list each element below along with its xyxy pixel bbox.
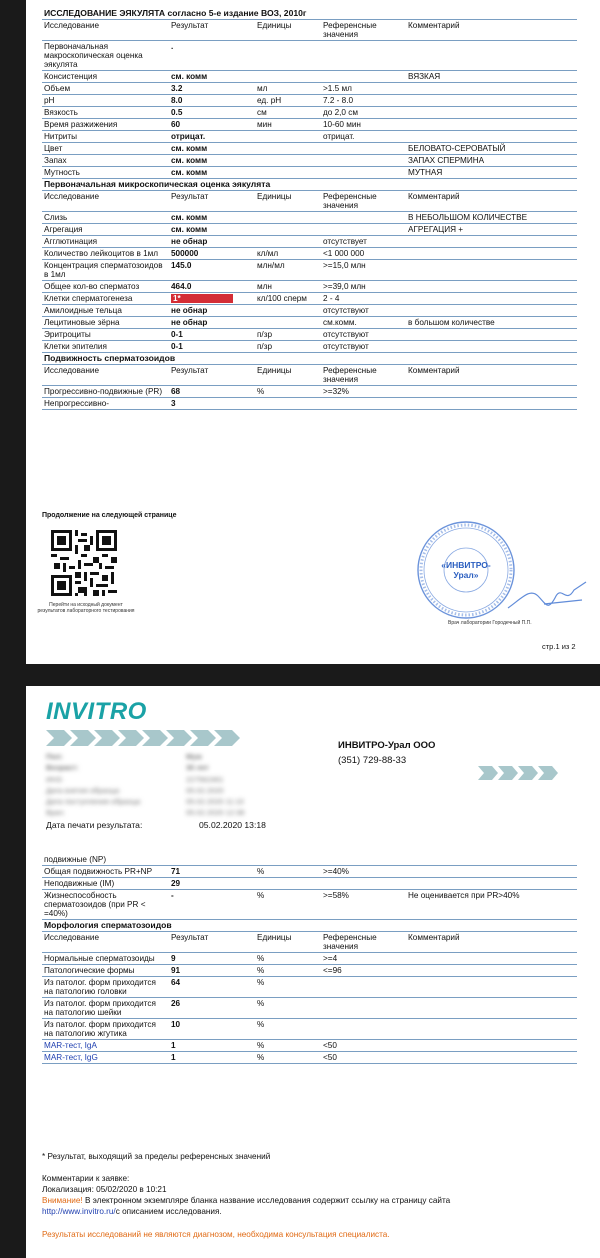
result-value: см. комм (169, 167, 255, 179)
table-row (42, 107, 577, 119)
table-row (42, 41, 577, 71)
unit (255, 131, 321, 143)
comment (406, 260, 577, 281)
stamp-text: «ИНВИТРО- (441, 560, 491, 570)
column-header: Комментарий (406, 932, 577, 953)
unit: % (255, 386, 321, 398)
reference-range (321, 143, 406, 155)
result-value: см. комм (169, 212, 255, 224)
result-value: 0-1 (169, 341, 255, 353)
carry-over-row: подвижные (NP) (42, 854, 577, 866)
test-name: Консистенция (42, 71, 169, 83)
unit: % (255, 1052, 321, 1064)
unit: % (255, 866, 321, 878)
column-header: Единицы (255, 365, 321, 386)
meta-row (42, 775, 342, 786)
comment (406, 998, 577, 1019)
test-name: Слизь (42, 212, 169, 224)
unit: млн (255, 281, 321, 293)
lab-name: ИНВИТРО-Урал ООО (338, 740, 436, 751)
comment (406, 305, 577, 317)
continued-note: Продолжение на следующей странице (42, 512, 177, 519)
unit: см (255, 107, 321, 119)
rows-macro (42, 41, 577, 179)
column-header: Референсные значения (321, 365, 406, 386)
reference-range: >1.5 мл (321, 83, 406, 95)
column-header: Исследование (42, 20, 169, 41)
unit (255, 212, 321, 224)
svg-text:Урал»: Урал» (453, 570, 479, 580)
reference-range (321, 224, 406, 236)
comment: АГРЕГАЦИЯ + (406, 224, 577, 236)
table-row (42, 119, 577, 131)
qr-caption: Перейти на исходный документ результатов лабораторного тестирования (37, 602, 135, 614)
reference-range: 2 - 4 (321, 293, 406, 305)
decorative-chevrons (46, 730, 246, 746)
table-row (42, 236, 577, 248)
unit: п/зр (255, 341, 321, 353)
lab-info (338, 738, 435, 768)
unit (255, 41, 321, 71)
column-header: Исследование (42, 191, 169, 212)
comment (406, 293, 577, 305)
result-value: см. комм (169, 155, 255, 167)
result-value: 0.5 (169, 107, 255, 119)
table-row (42, 866, 577, 878)
section-title: Первоначальная микроскопическая оценка эякулята (42, 179, 577, 191)
test-name: MAR-тест, IgG (42, 1052, 169, 1064)
table-row (42, 293, 577, 305)
test-name: Из патолог. форм приходится на патологию шейки (42, 998, 169, 1019)
table-row (42, 248, 577, 260)
reference-range: <50 (321, 1040, 406, 1052)
test-name: Жизнеспособность сперматозоидов (при PR < =40%) (42, 890, 169, 920)
unit (255, 305, 321, 317)
meta-value: 227562461 (186, 774, 224, 784)
unit: п/зр (255, 329, 321, 341)
reference-range (321, 167, 406, 179)
reference-range: 10-60 мин (321, 119, 406, 131)
footnote: * Результат, выходящий за пределы референсных значений (42, 1152, 271, 1161)
result-value: 3 (169, 398, 255, 410)
test-name: Вязкость (42, 107, 169, 119)
meta-row (42, 752, 342, 763)
test-name: Амилоидные тельца (42, 305, 169, 317)
table-header (42, 191, 577, 212)
test-name: Неподвижные (IM) (42, 878, 169, 890)
page-number: стр.1 из 2 (542, 642, 576, 651)
reference-range (321, 398, 406, 410)
unit (255, 143, 321, 155)
comment (406, 329, 577, 341)
unit: млн/мл (255, 260, 321, 281)
table-row (42, 341, 577, 353)
test-name: Запах (42, 155, 169, 167)
unit: % (255, 953, 321, 965)
comment (406, 95, 577, 107)
reference-range: отсутствуют (321, 305, 406, 317)
header-row (42, 932, 577, 953)
comment (406, 866, 577, 878)
signature-caption: Врач лаборатории Городечный П.П. (448, 620, 532, 626)
comment (406, 83, 577, 95)
table-row (42, 95, 577, 107)
result-value: - (169, 890, 255, 920)
unit: % (255, 1019, 321, 1040)
table-row (42, 260, 577, 281)
comment (406, 119, 577, 131)
test-name: MAR-тест, IgA (42, 1040, 169, 1052)
reference-range (321, 998, 406, 1019)
test-name: Лецитиновые зёрна (42, 317, 169, 329)
meta-row (42, 797, 342, 808)
result-value: 0-1 (169, 329, 255, 341)
unit (255, 878, 321, 890)
invitro-link[interactable]: http://www.invitro.ru/ (42, 1207, 116, 1216)
table-title: ИССЛЕДОВАНИЕ ЭЯКУЛЯТА согласно 5-е издание ВОЗ, 2010г (42, 8, 577, 20)
table-row (42, 998, 577, 1019)
result-value: 68 (169, 386, 255, 398)
test-name: Цвет (42, 143, 169, 155)
unit (255, 167, 321, 179)
test-name: Количество лейкоцитов в 1мл (42, 248, 169, 260)
meta-value: 05.02.2020 12:38 (186, 808, 245, 818)
comment (406, 878, 577, 890)
decorative-chevrons-right (478, 766, 558, 780)
unit (255, 236, 321, 248)
column-header: Исследование (42, 365, 169, 386)
test-name: Объем (42, 83, 169, 95)
attention-word: Внимание! (42, 1196, 83, 1205)
comment (406, 107, 577, 119)
result-value: 500000 (169, 248, 255, 260)
reference-range: >=40% (321, 866, 406, 878)
test-name: Мутность (42, 167, 169, 179)
result-value: не обнар (169, 236, 255, 248)
column-header: Результат (169, 191, 255, 212)
comment (406, 281, 577, 293)
reference-range (321, 977, 406, 998)
meta-value: 05.02.2020 11:10 (186, 797, 244, 807)
table-row (42, 1019, 577, 1040)
column-header: Единицы (255, 932, 321, 953)
reference-range: до 2,0 см (321, 107, 406, 119)
test-name: Агглютинация (42, 236, 169, 248)
table-row (42, 131, 577, 143)
result-value: 60 (169, 119, 255, 131)
comment (406, 953, 577, 965)
header-row (42, 191, 577, 212)
comment: БЕЛОВАТО-СЕРОВАТЫЙ (406, 143, 577, 155)
meta-value: 05.02.2020 (186, 785, 224, 795)
out-of-range-flag: 1* (171, 294, 233, 303)
reference-range (321, 71, 406, 83)
table-header (42, 932, 577, 953)
result-value: 3.2 (169, 83, 255, 95)
column-header: Референсные значения (321, 932, 406, 953)
unit: мин (255, 119, 321, 131)
column-header: Результат (169, 365, 255, 386)
result-value: 91 (169, 965, 255, 977)
reference-range: >=39,0 млн (321, 281, 406, 293)
unit: % (255, 965, 321, 977)
reference-range (321, 1019, 406, 1040)
result-value: 1 (169, 1052, 255, 1064)
unit: кл/100 сперм (255, 293, 321, 305)
meta-row (42, 808, 342, 819)
unit: % (255, 1040, 321, 1052)
unit: мл (255, 83, 321, 95)
column-header: Референсные значения (321, 191, 406, 212)
reference-range: отсутствуют (321, 329, 406, 341)
meta-row (42, 763, 342, 774)
result-value: 9 (169, 953, 255, 965)
header-row (42, 20, 577, 41)
comment (406, 386, 577, 398)
rows-motility (42, 386, 577, 410)
seal-stamp (414, 518, 518, 622)
result-value (169, 293, 255, 305)
patient-meta (42, 752, 342, 834)
table-row (42, 167, 577, 179)
comment (406, 236, 577, 248)
print-date-row (42, 820, 342, 834)
localization: Локализация: 05/02/2020 в 10:21 (42, 1185, 167, 1194)
unit: кл/мл (255, 248, 321, 260)
table-row (42, 281, 577, 293)
result-value: не обнар (169, 317, 255, 329)
table-row (42, 386, 577, 398)
rows-motility-2 (42, 866, 577, 920)
test-name: Нормальные сперматозоиды (42, 953, 169, 965)
unit (255, 398, 321, 410)
table-header (42, 20, 577, 41)
unit (255, 317, 321, 329)
reference-range: >=58% (321, 890, 406, 920)
table-row (42, 212, 577, 224)
unit (255, 224, 321, 236)
test-name: Патологические формы (42, 965, 169, 977)
table-row (42, 83, 577, 95)
attention-note (42, 1196, 582, 1206)
table-row (42, 953, 577, 965)
table-row (42, 305, 577, 317)
test-name: Клетки сперматогенеза (42, 293, 169, 305)
results-table-2 (42, 854, 577, 1064)
qr-code-icon[interactable] (48, 527, 120, 599)
reference-range: отсутствует (321, 236, 406, 248)
reference-range (321, 212, 406, 224)
table-row (42, 878, 577, 890)
result-value: 1 (169, 1040, 255, 1052)
table-row (42, 398, 577, 410)
comment (406, 1040, 577, 1052)
unit: % (255, 998, 321, 1019)
test-name: Время разжижения (42, 119, 169, 131)
test-name: Нитриты (42, 131, 169, 143)
test-name: Концентрация сперматозоидов в 1мл (42, 260, 169, 281)
result-value: не обнар (169, 305, 255, 317)
comment (406, 131, 577, 143)
comment (406, 398, 577, 410)
table-header (42, 365, 577, 386)
test-name: Первоначальная макроскопическая оценка эякулята (42, 41, 169, 71)
test-name: Агрегация (42, 224, 169, 236)
result-value: 64 (169, 977, 255, 998)
column-header: Референсные значения (321, 20, 406, 41)
table-row (42, 71, 577, 83)
result-value: 71 (169, 866, 255, 878)
reference-range: отрицат. (321, 131, 406, 143)
section-title: Морфология сперматозоидов (42, 920, 577, 932)
signature (504, 574, 590, 618)
reference-range: <50 (321, 1052, 406, 1064)
column-header: Единицы (255, 191, 321, 212)
meta-value: Муж (186, 752, 202, 761)
column-header: Комментарий (406, 191, 577, 212)
reference-range: 7.2 - 8.0 (321, 95, 406, 107)
meta-label: Дата поступления образца: (46, 797, 142, 807)
comment (406, 977, 577, 998)
table-row (42, 1040, 577, 1052)
test-name: Из патолог. форм приходится на патологию головки (42, 977, 169, 998)
comments-label: Комментарии к заявке: (42, 1174, 130, 1183)
link-line (42, 1207, 222, 1217)
column-header: Результат (169, 20, 255, 41)
result-value: 464.0 (169, 281, 255, 293)
result-value: см. комм (169, 71, 255, 83)
result-value: 8.0 (169, 95, 255, 107)
comment: ЗАПАХ СПЕРМИНА (406, 155, 577, 167)
comment (406, 965, 577, 977)
meta-label: Пол: (46, 752, 64, 761)
reference-range (321, 155, 406, 167)
test-name: Прогрессивно-подвижные (PR) (42, 386, 169, 398)
link-tail: с описанием исследования. (115, 1207, 222, 1216)
table-row (42, 977, 577, 998)
comment (406, 1019, 577, 1040)
result-value: см. комм (169, 143, 255, 155)
reference-range (321, 41, 406, 71)
attention-text: В электронном экземпляре бланка название исследования содержит ссылку на страницу сайта (82, 1196, 451, 1205)
meta-label: Возраст: (46, 763, 79, 773)
disclaimer: Результаты исследований не являются диагнозом, необходима консультация специалиста. (42, 1230, 390, 1239)
reference-range: >=15,0 млн (321, 260, 406, 281)
comment: Не оценивается при PR>40% (406, 890, 577, 920)
report-page-1 (26, 0, 600, 664)
header-row (42, 365, 577, 386)
comment (406, 1052, 577, 1064)
table-row (42, 143, 577, 155)
comment: МУТНАЯ (406, 167, 577, 179)
unit: ед. pH (255, 95, 321, 107)
rows-micro (42, 212, 577, 353)
comment (406, 248, 577, 260)
column-header: Результат (169, 932, 255, 953)
rows-morphology (42, 953, 577, 1064)
print-date-label: Дата печати результата: (46, 819, 143, 830)
test-name: pH (42, 95, 169, 107)
reference-range: >=32% (321, 386, 406, 398)
table-row (42, 1052, 577, 1064)
test-name: Непрогрессивно- (42, 398, 169, 410)
meta-row (42, 786, 342, 797)
test-name: Общая подвижность PR+NP (42, 866, 169, 878)
meta-label: Дата взятия образца: (46, 785, 121, 795)
column-header: Комментарий (406, 20, 577, 41)
comment: ВЯЗКАЯ (406, 71, 577, 83)
comment (406, 41, 577, 71)
column-header: Комментарий (406, 365, 577, 386)
print-date-value: 05.02.2020 13:18 (199, 819, 266, 830)
report-page-2 (26, 686, 600, 1258)
comment (406, 341, 577, 353)
comment: В НЕБОЛЬШОМ КОЛИЧЕСТВЕ (406, 212, 577, 224)
unit: % (255, 890, 321, 920)
test-name: Общее кол-во сперматоз (42, 281, 169, 293)
result-value: 10 (169, 1019, 255, 1040)
unit (255, 71, 321, 83)
meta-label: Врач: (46, 808, 66, 818)
reference-range: <1 000 000 (321, 248, 406, 260)
unit: % (255, 977, 321, 998)
lab-phone: (351) 729-88-33 (338, 755, 407, 766)
table-row (42, 155, 577, 167)
unit (255, 155, 321, 167)
table-row (42, 890, 577, 920)
table-row (42, 224, 577, 236)
table-row (42, 317, 577, 329)
reference-range: отсутствуют (321, 341, 406, 353)
reference-range: >=4 (321, 953, 406, 965)
column-header: Единицы (255, 20, 321, 41)
reference-range: <=96 (321, 965, 406, 977)
result-value: см. комм (169, 224, 255, 236)
test-name: Эритроциты (42, 329, 169, 341)
result-value: 145.0 (169, 260, 255, 281)
column-header: Исследование (42, 932, 169, 953)
table-row (42, 965, 577, 977)
result-value: отрицат. (169, 131, 255, 143)
result-value: . (169, 41, 255, 71)
invitro-logo: INVITRO (46, 698, 147, 725)
results-table-1 (42, 8, 577, 410)
result-value: 29 (169, 878, 255, 890)
section-title: Подвижность сперматозоидов (42, 353, 577, 365)
test-name: Клетки эпителия (42, 341, 169, 353)
meta-value: 30 лет (186, 763, 209, 773)
table-row (42, 329, 577, 341)
result-value: 26 (169, 998, 255, 1019)
comment: в большом количестве (406, 317, 577, 329)
reference-range (321, 878, 406, 890)
meta-label: ИНЗ: (46, 774, 64, 784)
reference-range: см.комм. (321, 317, 406, 329)
test-name: Из патолог. форм приходится на патологию жгутика (42, 1019, 169, 1040)
